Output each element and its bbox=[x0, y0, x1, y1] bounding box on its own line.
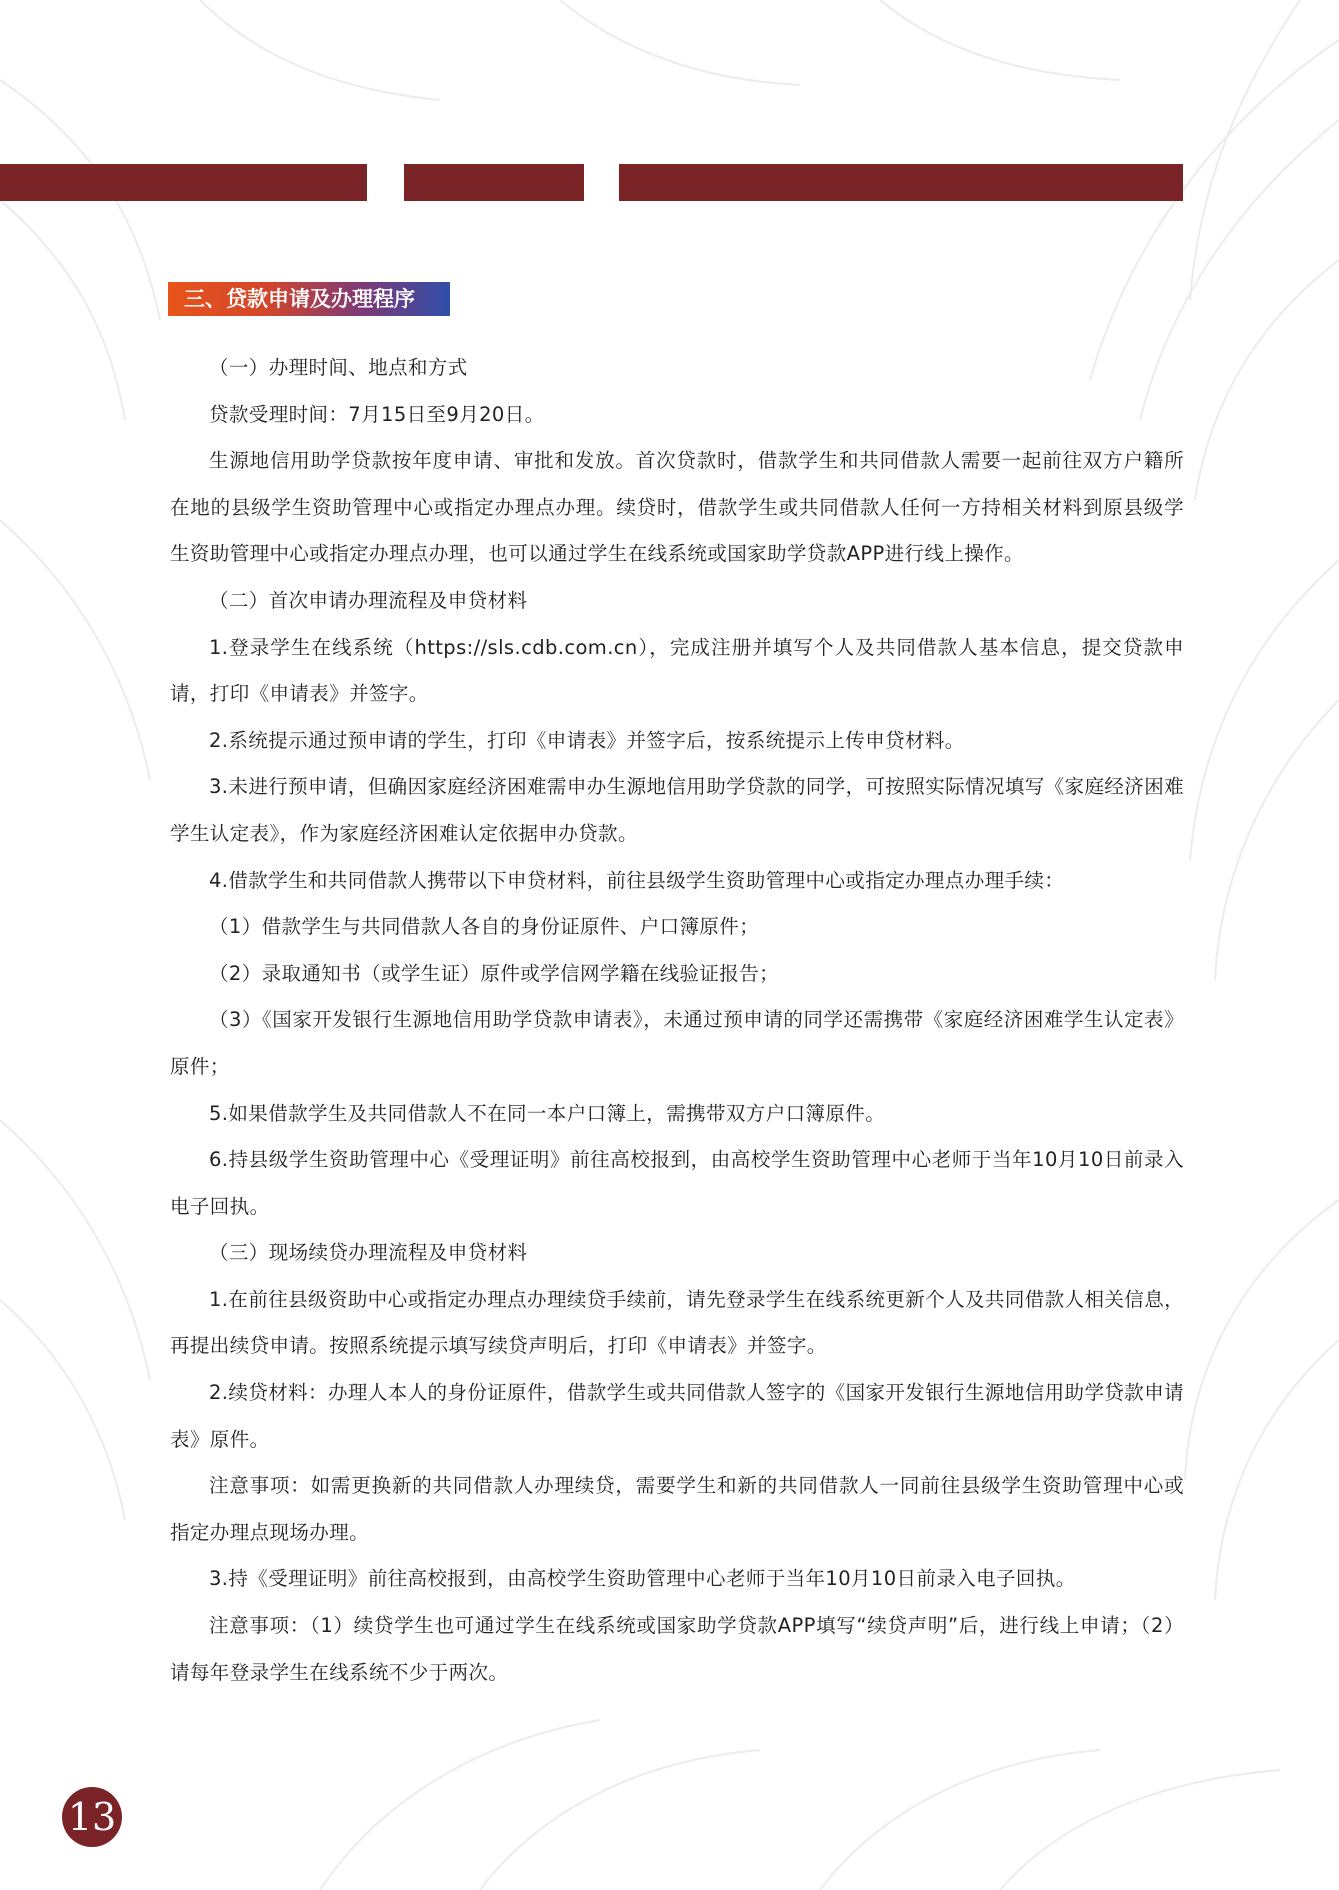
paragraph: 2.系统提示通过预申请的学生，打印《申请表》并签字后，按系统提示上传申贷材料。 bbox=[209, 728, 965, 752]
page-number: 13 bbox=[62, 1787, 122, 1847]
list-item: （3）《国家开发银行生源地信用助学贷款申请表》，未通过预申请的同学还需携带《家庭经济困难学生认定表》原件； bbox=[170, 1008, 1184, 1078]
document-body bbox=[170, 345, 1184, 1696]
paragraph: 贷款受理时间：7月15日至9月20日。 bbox=[209, 402, 545, 426]
list-item: （1）借款学生与共同借款人各自的身份证原件、户口簿原件； bbox=[209, 915, 760, 939]
paragraph: 生源地信用助学贷款按年度申请、审批和发放。首次贷款时，借款学生和共同借款人需要一起前往双方户籍所在地的县级学生资助管理中心或指定办理点办理。续贷时，借款学生或共同借款人任何一方持相关材料到原县级学生资助管理中心或指定办理点办理，也可以通过学生在线系统或国家助学贷款APP进行线上操作。 bbox=[170, 449, 1184, 566]
header-decoration bbox=[0, 164, 1339, 201]
header-bar-right bbox=[619, 164, 1183, 201]
header-bar-middle bbox=[404, 164, 584, 201]
paragraph: 3.未进行预申请，但确因家庭经济困难需申办生源地信用助学贷款的同学，可按照实际情况填写《家庭经济困难学生认定表》，作为家庭经济困难认定依据申办贷款。 bbox=[170, 775, 1184, 845]
subsection-heading: （一）办理时间、地点和方式 bbox=[209, 356, 468, 379]
paragraph: 1.登录学生在线系统（https://sls.cdb.com.cn），完成注册并填写个人及共同借款人基本信息，提交贷款申请，打印《申请表》并签字。 bbox=[170, 635, 1184, 706]
paragraph: 2.续贷材料：办理人本人的身份证原件，借款学生或共同借款人签字的《国家开发银行生源地信用助学贷款申请 表》原件。 bbox=[170, 1381, 1184, 1451]
header-bar-left bbox=[0, 164, 367, 201]
paragraph: 3.持《受理证明》前往高校报到，由高校学生资助管理中心老师于当年10月10日前录入电子回执。 bbox=[209, 1567, 1076, 1591]
note: 注意事项：（1）续贷学生也可通过学生在线系统或国家助学贷款APP填写“续贷声明”后，进行线上申请；（2）请每年登录学生在线系统不少于两次。 bbox=[170, 1614, 1184, 1684]
paragraph: 4.借款学生和共同借款人携带以下申贷材料，前往县级学生资助管理中心或指定办理点办理手续： bbox=[209, 868, 1065, 892]
section-title: 三、贷款申请及办理程序 bbox=[168, 282, 450, 316]
note: 注意事项：如需更换新的共同借款人办理续贷，需要学生和新的共同借款人一同前往县级学生资助管理中心或指定办理点现场办理。 bbox=[170, 1474, 1184, 1544]
paragraph: 5.如果借款学生及共同借款人不在同一本户口簿上，需携带双方户口簿原件。 bbox=[209, 1101, 886, 1125]
subsection-heading: （二）首次申请办理流程及申贷材料 bbox=[209, 588, 528, 612]
list-item: （2）录取通知书（或学生证）原件或学信网学籍在线验证报告； bbox=[209, 961, 780, 985]
paragraph: 6.持县级学生资助管理中心《受理证明》前往高校报到，由高校学生资助管理中心老师于当年10月10日前录入电子回执。 bbox=[170, 1148, 1184, 1218]
subsection-heading: （三）现场续贷办理流程及申贷材料 bbox=[209, 1241, 528, 1265]
paragraph: 1.在前往县级资助中心或指定办理点办理续贷手续前，请先登录学生在线系统更新个人及共同借款人相关信息，再提出续贷申请。按照系统提示填写续贷声明后，打印《申请表》并签字。 bbox=[170, 1287, 1184, 1358]
